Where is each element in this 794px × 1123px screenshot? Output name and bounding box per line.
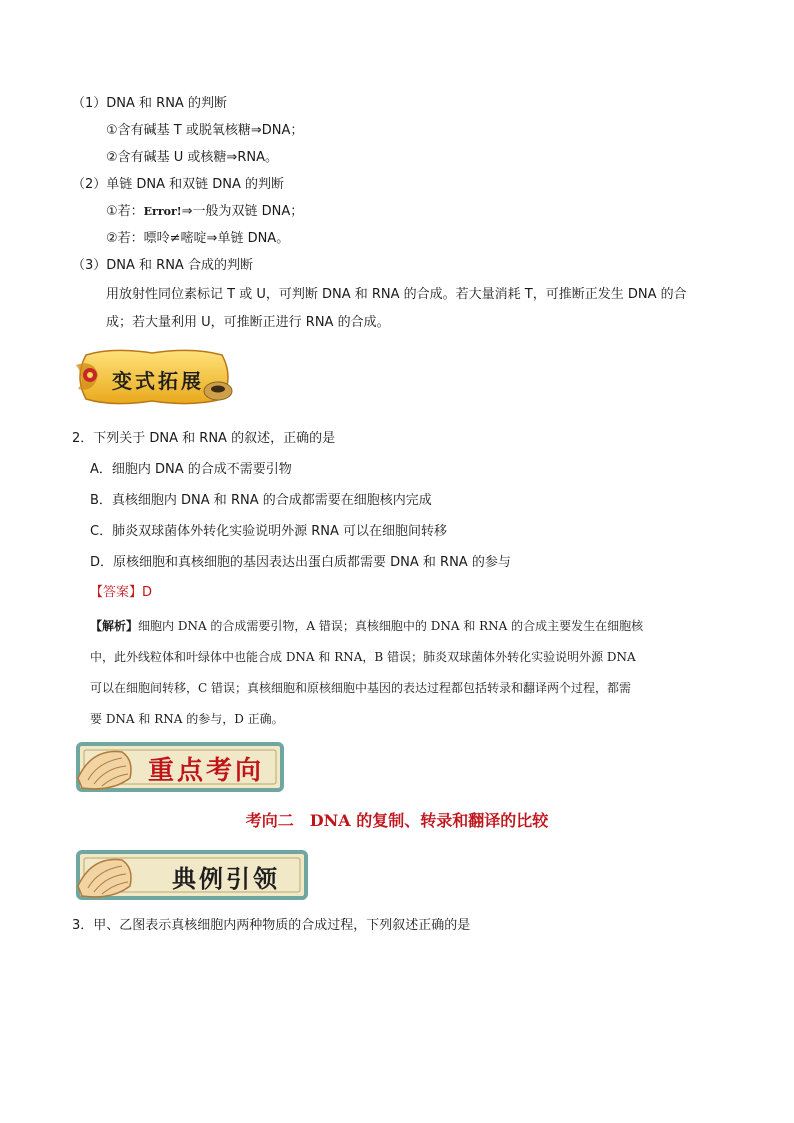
intro-item2-line1-suffix: ⇒一般为双链 DNA； <box>181 204 304 219</box>
question2-option-a: A．细胞内 DNA 的合成不需要引物 <box>90 462 292 477</box>
question2-option-c: C．肺炎双球菌体外转化实验说明外源 RNA 可以在细胞间转移 <box>90 524 447 539</box>
intro-item3-line2: 成；若大量利用 U，可推断正进行 RNA 的合成。 <box>106 315 390 330</box>
intro-item3-title: （3）DNA 和 RNA 合成的判断 <box>72 258 253 273</box>
question2-option-d: D．原核细胞和真核细胞的基因表达出蛋白质都需要 DNA 和 RNA 的参与 <box>90 555 511 570</box>
analysis-line-3: 可以在细胞间转移，C 错误；真核细胞和原核细胞中基因的表达过程都包括转录和翻译两个过程，都需 <box>90 681 632 695</box>
example-banner <box>72 846 312 904</box>
variation-banner <box>72 345 238 409</box>
intro-item2-title: （2）单链 DNA 和双链 DNA 的判断 <box>72 177 285 192</box>
intro-item3-line1: 用放射性同位素标记 T 或 U，可判断 DNA 和 RNA 的合成。若大量消耗 T，可推断正发生 DNA 的合 <box>106 287 687 302</box>
section-title: 考向二 DNA 的复制、转录和翻译的比较 <box>245 811 549 830</box>
analysis-text-1: 细胞内 DNA 的合成需要引物，A 错误；真核细胞中的 DNA 和 RNA 的合成主要发生在细胞核 <box>138 619 644 633</box>
analysis-line-4: 要 DNA 和 RNA 的参与，D 正确。 <box>90 712 284 726</box>
intro-item1-title: （1）DNA 和 RNA 的判断 <box>72 96 227 111</box>
error-text: Error! <box>143 205 182 218</box>
focus-banner <box>72 738 288 796</box>
analysis-label: 【解析】 <box>90 619 139 633</box>
analysis-line-1 <box>90 617 643 635</box>
focus-banner-label: 重点考向 <box>148 756 265 786</box>
intro-item1-line1: ①含有碱基 T 或脱氧核糖⇒DNA； <box>106 123 304 138</box>
analysis-line-2: 中，此外线粒体和叶绿体中也能合成 DNA 和 RNA，B 错误；肺炎双球菌体外转化实验说明外源 DNA <box>90 650 636 664</box>
variation-banner-label: 变式拓展 <box>112 369 204 393</box>
intro-item2-line2: ②若：嘌呤≠嘧啶⇒单链 DNA。 <box>106 231 290 246</box>
answer-value: D <box>142 585 153 600</box>
intro-item2-line1 <box>106 203 303 221</box>
answer-label: 【答案】 <box>90 585 143 600</box>
question2-stem: 2．下列关于 DNA 和 RNA 的叙述，正确的是 <box>72 431 336 446</box>
question2-option-b: B．真核细胞内 DNA 和 RNA 的合成都需要在细胞核内完成 <box>90 493 432 508</box>
question3-stem: 3．甲、乙图表示真核细胞内两种物质的合成过程，下列叙述正确的是 <box>72 918 471 933</box>
example-banner-label: 典例引领 <box>172 864 280 893</box>
question2-answer <box>90 584 152 602</box>
intro-item1-line2: ②含有碱基 U 或核糖⇒RNA。 <box>106 150 278 165</box>
intro-item2-line1-prefix: ①若： <box>106 204 144 219</box>
